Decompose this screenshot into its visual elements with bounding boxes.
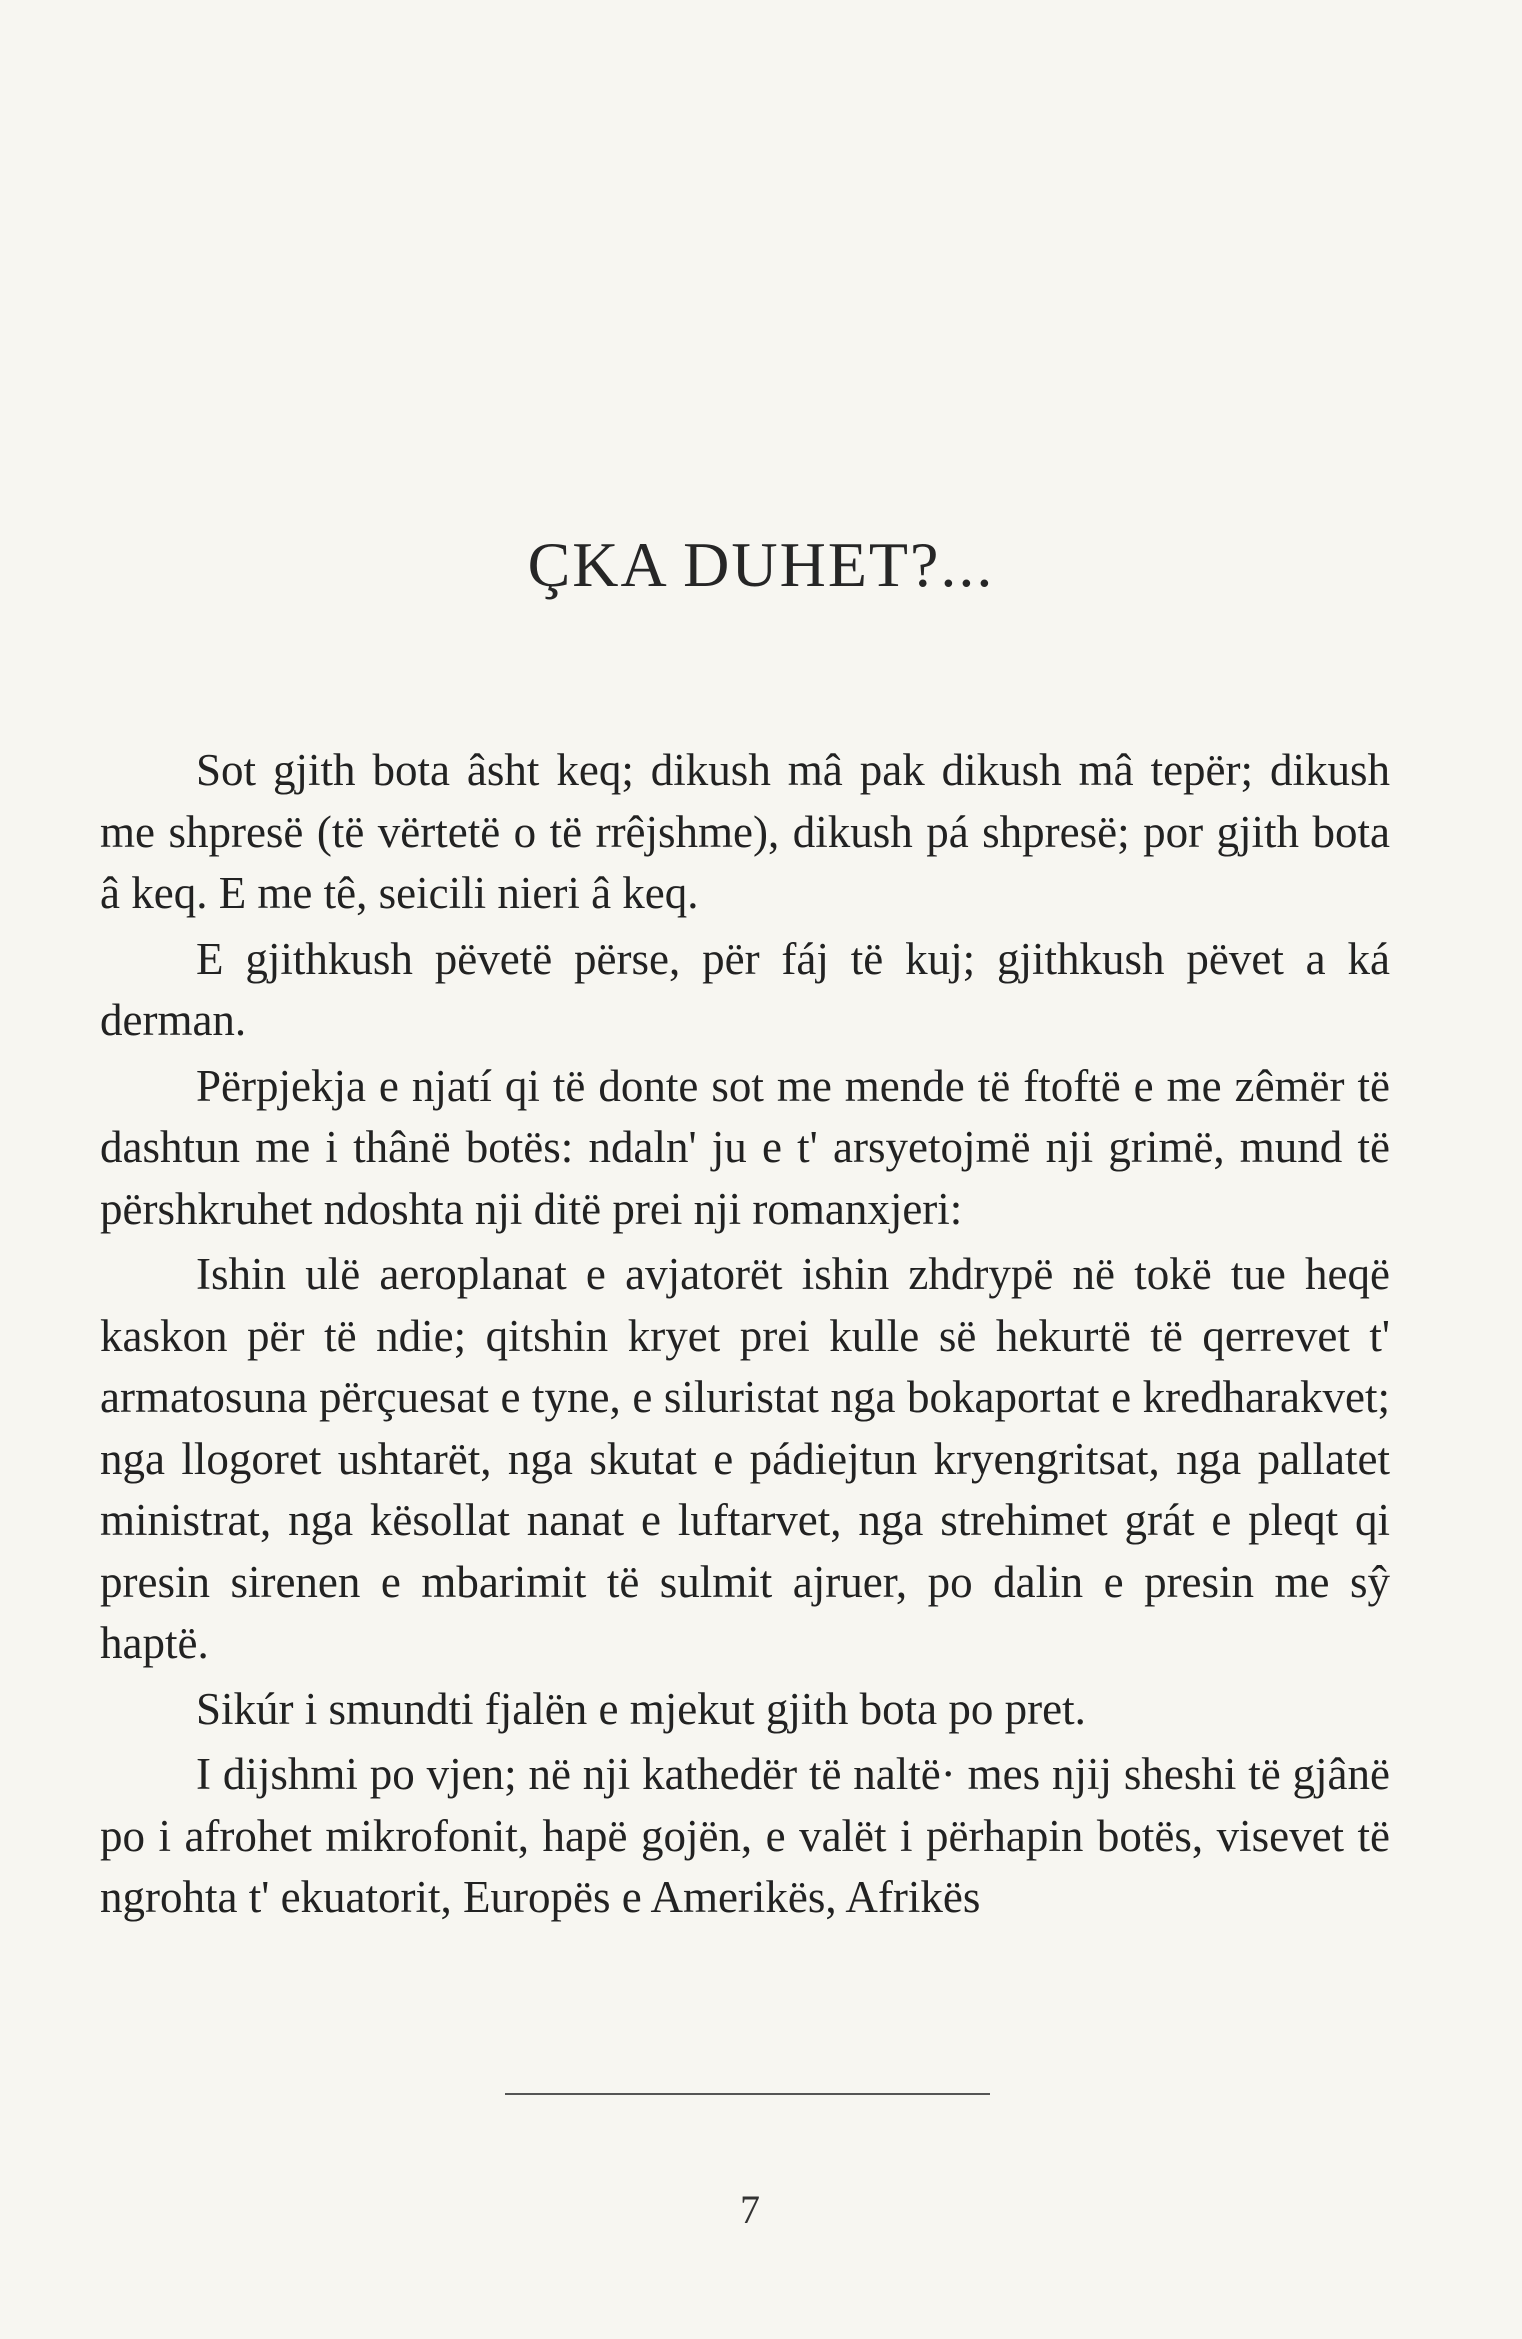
paragraph: Ishin ulë aeroplanat e avjatorët ishin zhdrypë në tokë tue heqë kaskon për të ndie; qitshin kryet prei kulle së hekurtë të qerrevet t' armatosuna përçuesat e tyne, e siluristat nga bokaportat e kredharakvet; nga llogoret ushtarët, nga skutat e pádiejtun kryengritsat, nga pallatet ministrat, nga kësollat nanat e luftarvet, nga strehimet grát e pleqt qi presin sirenen e mbarimit të sulmit ajruer, po dalin e presin me sŷ haptë. xyxy=(100,1249,1390,1668)
paragraph: Sot gjith bota âsht keq; dikush mâ pak dikush mâ tepër; dikush me shpresë (të vërtetë o të rrêjshme), dikush pá shpresë; por gjith bota â keq. E me tê, seicili nieri â keq. xyxy=(100,745,1390,918)
paragraph: I dijshmi po vjen; në nji kathedër të naltë· mes njij sheshi të gjânë po i afrohet mikrofonit, hapë gojën, e valët i përhapin botës, visevet të ngrohta t' ekuatorit, Europës e Amerikës, Afrikës xyxy=(100,1749,1390,1922)
paragraph: Sikúr i smundti fjalën e mjekut gjith bota po pret. xyxy=(196,1683,1086,1734)
paragraph: E gjithkush pëvetë përse, për fáj të kuj; gjithkush pëvet a ká derman. xyxy=(100,933,1390,1045)
page-number: 7 xyxy=(740,2187,760,2232)
chapter-title: ÇKA DUHET?... xyxy=(527,529,995,600)
body-text xyxy=(100,740,1390,1929)
paragraph: Përpjekja e njatí qi të donte sot me mende të ftoftë e me zêmër të dashtun me i thânë botës: ndaln' ju e t' arsyetojmë nji grimë, mund të përshkruhet ndoshta nji ditë prei nji romanxjeri: xyxy=(100,1060,1390,1234)
footer-divider xyxy=(505,2093,990,2095)
